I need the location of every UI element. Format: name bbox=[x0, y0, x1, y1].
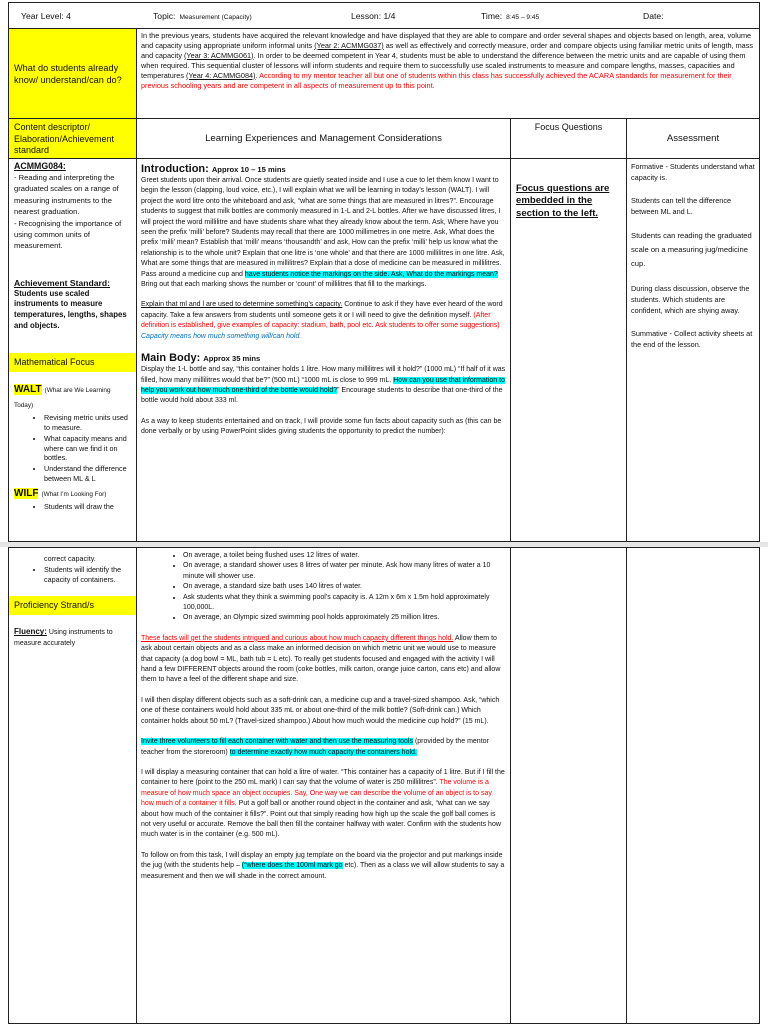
introduction-title: Introduction: bbox=[141, 163, 209, 175]
assessment-item: Summative - Collect activity sheets at the end of the lesson. bbox=[631, 329, 753, 349]
elaboration-item: - Recognising the importance of using common units of measurement. bbox=[14, 218, 122, 251]
time-label: Time: bbox=[481, 11, 503, 21]
learning-experiences-cell bbox=[136, 158, 511, 542]
date-label: Date: bbox=[643, 11, 664, 21]
highlighted-text: How can you use that information to help you work out how much one-third of the bottle would hold? bbox=[141, 376, 505, 394]
achievement-standard-text: Students use scaled instruments to measure temperatures, lengths, shapes and objects. bbox=[14, 288, 127, 330]
red-underlined-text: These facts will get the students intrigued and curious about how much capacity different things hold. bbox=[141, 634, 454, 642]
prior-knowledge-label bbox=[8, 28, 137, 119]
text-run: Display the 1-L bottle and say, “this container holds 1 litre. How many millilitres will it hold?” (1000 mL) “If half of it was filled, how many millilitres would that be?” (500 mL) “1000 mL is close to 999 mL. bbox=[141, 366, 506, 384]
assessment-cell-continued bbox=[626, 547, 760, 1024]
fun-facts-list bbox=[141, 551, 506, 624]
text-run: (provided by the mentor teacher from the storeroom) bbox=[141, 738, 489, 756]
fun-fact-item: • On average, a standard size bath uses 140 litres of water. bbox=[183, 582, 506, 592]
time-value: 8:45 – 9:45 bbox=[506, 14, 540, 21]
learning-experiences-cell-continued bbox=[136, 547, 511, 1024]
main-body-duration: Approx 35 mins bbox=[203, 354, 261, 364]
list-item: • Students will identify the capacity of containers. bbox=[44, 565, 131, 585]
focus-questions-note: Focus questions are embedded in the section to the left. bbox=[516, 183, 610, 219]
column-header-content-descriptor bbox=[8, 118, 137, 159]
fun-fact-item: • On average, a standard shower uses 8 litres of water per minute. Ask how many litres of water a 10 minute will shower use. bbox=[183, 561, 506, 582]
prior-knowledge-label-text: What do students already know/ understand/can do? bbox=[14, 62, 122, 85]
fun-fact-item: • On average, a toilet being flushed uses 12 litres of water. bbox=[183, 551, 506, 561]
list-item: • Understand the difference between ML & L bbox=[44, 464, 131, 484]
fluency-label: Fluency: bbox=[14, 627, 47, 637]
display-objects-paragraph: I will then display different objects such as a soft-drink can, a medicine cup and a travel-sized shampoo. Ask, “which one of these containers would hold about 335 mL or about one-third of the milk bottle? (Soft-drink can.) Which container holds about 50 mL? (Travel-sized shampoo.) About how much would the medicine cup hold?” (15 mL). bbox=[141, 696, 500, 725]
year-level: Year Level: 4 bbox=[21, 11, 71, 21]
lesson-number: Lesson: 1/4 bbox=[351, 11, 396, 21]
text-run: etc). Then as a class we will allow students to say a measurement and then we will shade in the correct amount. bbox=[141, 862, 505, 880]
descriptor-code: ACMMG084: bbox=[14, 161, 66, 171]
jug-template-paragraph bbox=[141, 851, 506, 882]
assessment-item: During class discussion, observe the students. Which students are confident, which are shying away. bbox=[631, 284, 750, 315]
capacity-paragraph bbox=[141, 300, 506, 342]
column-header-focus bbox=[510, 118, 627, 159]
column-header-learning bbox=[136, 118, 511, 159]
text-run: Put a golf ball or another round object in the container and ask, “what can we say about how much of the container it fills?”. Point out that simply reading how high up the scale the golf ball comes is not very useful or accurate. Remove the ball then fill the container halfway with water. Confirm with the students how much water is in the container (e.g. 500 mL). bbox=[141, 800, 501, 839]
introduction-heading bbox=[141, 163, 506, 176]
main-body-heading bbox=[141, 352, 506, 365]
text-run: Bring out that each marking shows the number or ‘count’ of millilitres that fill to the markings. bbox=[141, 281, 427, 289]
column-header-assessment bbox=[626, 118, 760, 159]
topic bbox=[153, 11, 252, 21]
column-header-learning-text: Learning Experiences and Management Considerations bbox=[205, 133, 442, 144]
prior-knowledge-text bbox=[136, 28, 760, 119]
mathematical-focus-band: Mathematical Focus bbox=[9, 353, 136, 372]
text-run: In the previous years, students have acquired the relevant knowledge and have displayed that they are able to compare and order several shapes and objects based on length, area, volume and capacity using appropriate uniform informal units bbox=[141, 31, 752, 50]
wilf-heading bbox=[14, 486, 131, 501]
assessment-item: Students can tell the difference between ML and L. bbox=[631, 196, 732, 216]
list-item: • Revising metric units used to measure. bbox=[44, 413, 131, 433]
fun-facts-intro: As a way to keep students entertained and on track, I will provide some fun facts about capacity such as (this can be done verbally or by using PowerPoint slides giving students the opportunity to predict the number): bbox=[141, 417, 502, 436]
column-header-content-descriptor-text: Content descriptor/ Elaboration/Achievement standard bbox=[14, 122, 115, 155]
text-run: Greet students upon their arrival. Once students are quietly seated inside and I use a cue to let them know I want to begin the lesson (clapping, loud voice, etc.), I will explain what we will be learning in today’s lesson (WALT). I will project the word litre onto the whiteboard and ask, “what are some things that are measured in litres?”. Encourage students to suggest that milk bottles are commonly measured in 1-L and 2-L bottles. After we have discussed litres, I will project the word millilitre and have students share what they already know about the term. Ask, Where have you seen the prefix ‘milli’ before? Students may recall that there are 1000 millimetres in one metre. Ask, What does the prefix ‘milli’ mean? Establish that ‘milli’ means ‘thousandth’ and ask, How can the prefix ‘milli’ help us know what the relationship is to the whole unit? Explain that one litre is ‘one whole’ and that there are 1000 millilitres in one litre. Ask, What are some things that are measured in millilitres? Explain that a dose of medicine can be measured in millilitres. Pass around a medicine cup and bbox=[141, 177, 505, 278]
volunteers-paragraph bbox=[141, 737, 506, 758]
content-descriptor-cell-continued bbox=[8, 547, 137, 1024]
fluency-strand bbox=[14, 627, 131, 649]
fluency-text: Using instruments to measure accurately bbox=[14, 629, 113, 647]
highlighted-text: have students notice the markings on the side. Ask, What do the markings mean? bbox=[244, 270, 498, 278]
highlighted-text: to determine exactly how much capacity the containers hold. bbox=[229, 748, 417, 756]
wilf-list-continued bbox=[14, 565, 131, 585]
highlighted-text: (“where does the 100ml mark go bbox=[241, 862, 343, 870]
introduction-paragraph bbox=[141, 176, 506, 290]
proficiency-strand-band: Proficiency Strand/s bbox=[9, 596, 136, 615]
wilf-tag: WILF bbox=[14, 487, 39, 499]
focus-questions-cell-continued bbox=[510, 547, 627, 1024]
text-run: To follow on from this task, I will display an empty jug template on the board via the projector and put markings inside the jug (with the students help – bbox=[141, 851, 503, 870]
focus-questions-cell bbox=[510, 158, 627, 542]
text-run: as well as effectively and correctly measure, order and compare objects using familiar metric units of length, mass and capacity bbox=[141, 40, 754, 60]
assessment-item: Formative - Students understand what capacity is. bbox=[631, 162, 755, 182]
text-run: . In order to be deemed competent in Year 4, students must be able to understand the difference between the metric units and are capable of using them when required. This sequential cluster of lessons will inform students and require them to successfully use scaled instruments to measure and compare lengths, masses, capacities and temperatures bbox=[141, 50, 746, 80]
time bbox=[481, 11, 539, 21]
topic-label: Topic: bbox=[153, 11, 176, 21]
red-note: (After definition is established, give examples of capacity: stadium, bath, pool etc. Ask students to offer some suggestions) bbox=[141, 311, 500, 330]
walt-list bbox=[14, 413, 131, 484]
capacity-definition: Capacity means how much something will/can hold. bbox=[141, 332, 302, 340]
text-run: . bbox=[255, 70, 260, 80]
assessment-cell bbox=[626, 158, 760, 542]
curriculum-code-year2: (Year 2: ACMMG037) bbox=[314, 40, 384, 50]
walt-heading bbox=[14, 382, 131, 412]
underlined-text: Explain that ml and l are used to determine something’s capacity. bbox=[141, 301, 343, 309]
assessment-item: Students can reading the graduated scale on a measuring jug/medicine cup. bbox=[631, 231, 752, 268]
list-item: • Students will draw the bbox=[44, 502, 131, 512]
list-item-continuation: correct capacity. bbox=[44, 554, 96, 563]
text-run: Allow them to ask about certain objects and as a class make an informed decision on which metric unit we would use to measure that capacity (a dog bowl = ML, bath tub = L etc). To really get students focused and engaged with the activity I will hand a few DIFFERENT objects around the room (coke bottles, milk carton, orange juice carton, cans etc) and allow them to have a feel of the different shape and size. bbox=[141, 634, 501, 684]
facts-paragraph bbox=[141, 634, 506, 686]
main-body-title: Main Body: bbox=[141, 352, 201, 365]
list-item: • What capacity means and where can we find it on bottles. bbox=[44, 434, 131, 463]
curriculum-code-year3: (Year 3: ACMMG061) bbox=[184, 50, 254, 60]
text-run: I will display a measuring container that can hold a litre of water. “This container has a capacity of 1 litre. But if I fill the container to here (point to the 250 mL mark) I can say that the volume of water is 250 millilitres”. bbox=[141, 768, 505, 787]
red-note: The volume is a measure of how much space an object occupies. Say, One way we can describe the volume of an object is to say how much of a container it fills. bbox=[141, 779, 492, 808]
text-run: Continue to ask if they have ever heard of the word capacity. Take a few answers from students until someone gets it or I will need to give the definition myself. bbox=[141, 301, 503, 319]
highlighted-text: Invite three volunteers to fill each container with water and then use the measuring tools bbox=[141, 738, 413, 746]
text-run: ” Encourage students to describe that one-third of the bottle would hold about 333 ml. bbox=[141, 386, 503, 405]
mentor-note: According to my mentor teacher all but one of students within this class has successfully achieved the ACARA standards for measurement for their previous schooling years and are competent in all aspects of measurement up to this point. bbox=[141, 70, 732, 90]
column-header-focus-text: Focus Questions bbox=[534, 122, 603, 132]
content-descriptor-cell bbox=[8, 158, 137, 542]
topic-value: Measurement (Capacity) bbox=[179, 14, 252, 21]
lesson-header-row bbox=[8, 2, 760, 29]
wilf-note: (What I’m Looking For) bbox=[41, 490, 107, 498]
introduction-duration: Approx 10 – 15 mins bbox=[211, 165, 286, 174]
walt-note: (What are We Learning Today) bbox=[14, 387, 111, 410]
walt-tag: WALT bbox=[14, 384, 42, 396]
wilf-list bbox=[14, 502, 131, 512]
achievement-standard-heading: Achievement Standard: bbox=[14, 277, 110, 288]
fun-fact-item: • Ask students what they think a swimming pool’s capacity is. A 12m x 6m x 1.5m hold approximately 100,000L. bbox=[183, 593, 506, 614]
measuring-container-paragraph bbox=[141, 768, 506, 841]
column-header-assessment-text: Assessment bbox=[666, 133, 720, 144]
elaboration-item: - Reading and interpreting the graduated scales on a range of measuring instruments to the nearest graduation. bbox=[14, 173, 119, 217]
curriculum-code-year4: (Year 4: ACMMG084) bbox=[186, 70, 256, 80]
main-body-paragraph bbox=[141, 365, 506, 407]
fun-fact-item: • On average, an Olympic sized swimming pool holds approximately 25 million litres. bbox=[183, 613, 506, 623]
